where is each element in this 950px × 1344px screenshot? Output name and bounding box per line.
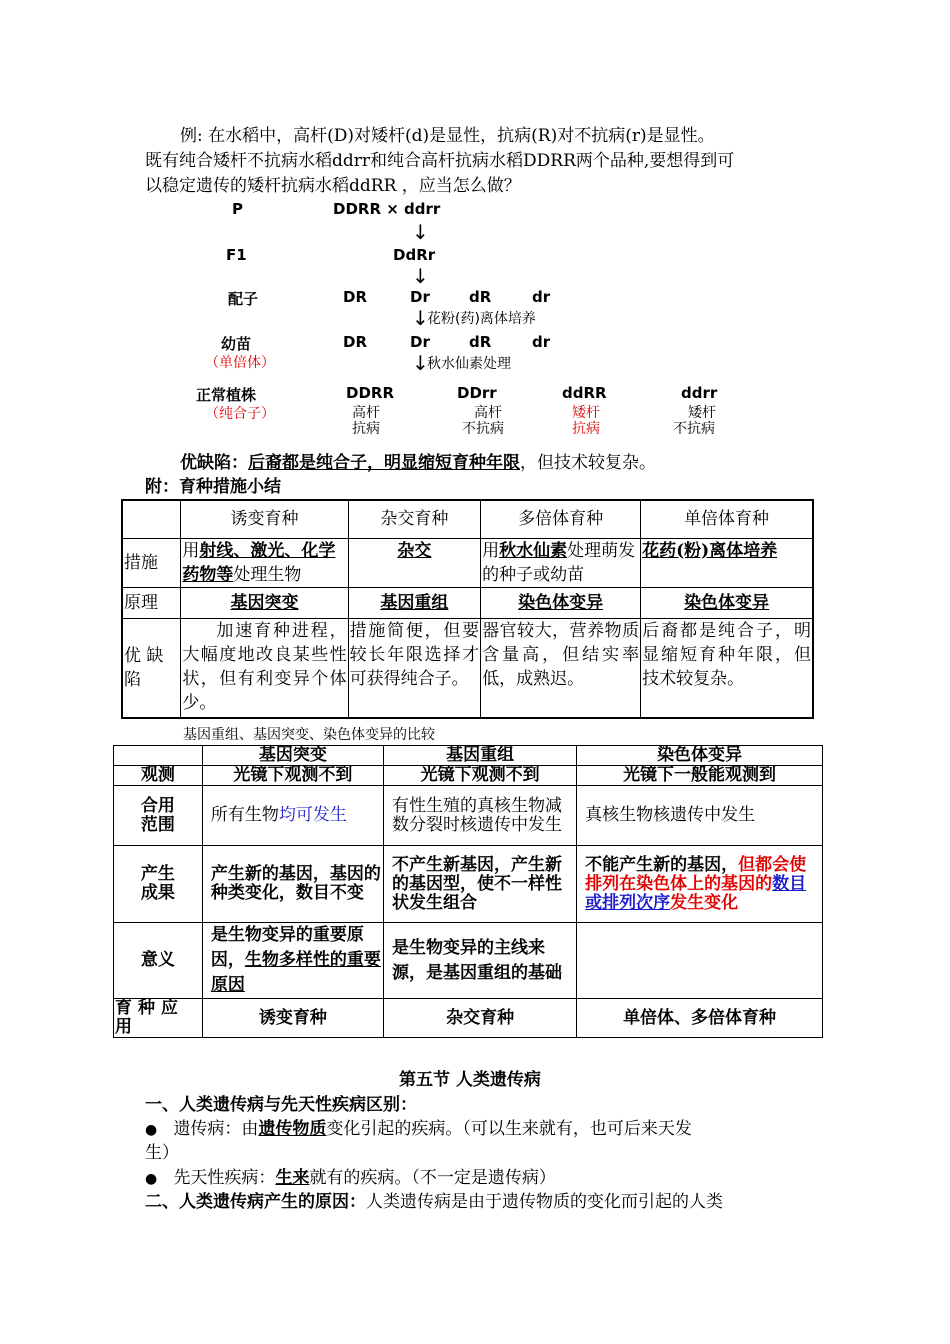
variation-comparison-table [113, 745, 823, 1038]
heading-text: 二、人类遗传病产生的原因： [145, 1192, 366, 1212]
plant-genotype: ddRR [562, 384, 607, 402]
table-cell: 光镜下观测不到 [202, 766, 383, 786]
cell-text-bold: 基因重组 [380, 592, 449, 613]
example-line-2: 既有纯合矮杆不抗病水稻ddrr和纯合高杆抗病水稻DDRR两个品种,要想得到可 [145, 151, 735, 171]
bullet-line-2 [145, 1166, 556, 1191]
table-cell: 光镜下一般能观测到 [577, 766, 823, 786]
cell-text-underline: 生物多样性的重要原因 [210, 950, 381, 995]
gamete: dR [469, 288, 492, 306]
plant-trait: 抗病 [572, 421, 600, 437]
table-cell: 有性生殖的真核生物减数分裂时核遗传中发生 [384, 786, 577, 846]
table-cell: 加速育种进程，大幅度地改良某些性状，但有利变异个体少。 [181, 618, 348, 718]
gamete: dr [532, 288, 551, 306]
cell-text: 处理萌发的种子或幼苗 [482, 540, 636, 585]
table-cell [481, 587, 641, 618]
table-cell [202, 786, 383, 846]
cell-text-red: 但都会使排列在染色体上的基因的 [585, 854, 807, 894]
plant-trait: 高杆 [352, 405, 380, 421]
table-header-cell [122, 500, 181, 538]
table-cell [577, 923, 823, 999]
appendix-title: 附：育种措施小结 [145, 477, 281, 497]
table-row [114, 846, 823, 923]
plant-trait: 不抗病 [462, 421, 504, 437]
table-header-cell: 基因突变 [202, 746, 383, 766]
table-cell [181, 538, 348, 587]
table-cell: 光镜下观测不到 [384, 766, 577, 786]
table-cell [641, 538, 813, 587]
table-cell [641, 587, 813, 618]
table-cell [348, 538, 480, 587]
f1-label: F1 [226, 246, 247, 264]
step-colchicine: 秋水仙素处理 [427, 356, 511, 372]
cell-text: 所有生物 [210, 805, 279, 825]
table-header-cell: 单倍体育种 [641, 500, 813, 538]
seedling: dR [469, 333, 492, 351]
table-row [114, 786, 823, 846]
pros-highlight: 后裔都是纯合子，明显缩短育种年限 [248, 453, 520, 473]
pros-rest: ，但技术较复杂。 [520, 453, 656, 473]
table-cell: 措施简便，但要较长年限选择才可获得纯合子。 [348, 618, 480, 718]
cell-text-blue: 均可发生 [278, 805, 347, 825]
table-cell: 是生物变异的主线来源，是基因重组的基础 [384, 923, 577, 999]
cell-text-red: 发生变化 [670, 892, 739, 913]
section-heading-2 [145, 1190, 723, 1214]
table-cell: 真核生物核遗传中发生 [577, 786, 823, 846]
table-header-cell: 诱变育种 [181, 500, 348, 538]
plant-trait: 高杆 [474, 405, 502, 421]
bullet-text: 变化引起的疾病。（可以生来就有，也可后来天发 [326, 1119, 692, 1139]
table-row [114, 766, 823, 786]
table-cell: 器官较大，营养物质含量高，但结实率低，成熟迟。 [481, 618, 641, 718]
table-cell: 杂交育种 [384, 999, 577, 1038]
plant-genotype: DDrr [457, 384, 497, 402]
table-header-cell: 杂交育种 [348, 500, 480, 538]
table-header-cell: 染色体变异 [577, 746, 823, 766]
cell-text: 是生物变异的重要原因， [210, 925, 364, 970]
heading-rest: 人类遗传病是由于遗传物质的变化而引起的人类 [366, 1192, 723, 1212]
cell-text-bold: 染色体变异 [518, 592, 604, 613]
seedling: DR [343, 333, 368, 351]
arrow-down-icon: ↓ [412, 264, 429, 288]
row-label: 观测 [114, 766, 203, 786]
bullet-icon: ● [145, 1122, 158, 1138]
bullet-text-emphasis: 生来 [275, 1168, 310, 1188]
row-label: 合用范围 [114, 786, 203, 846]
cell-text-bold: 射线、激光、化学药物等 [182, 540, 336, 585]
table-header-row [122, 500, 813, 538]
table-cell: 后裔都是纯合子，明显缩短育种年限，但技术较复杂。 [641, 618, 813, 718]
arrow-down-icon: ↓ [412, 306, 429, 330]
arrow-down-icon: ↓ [412, 220, 429, 244]
cell-text-bold: 秋水仙素 [499, 540, 568, 561]
cell-text-bold: 基因突变 [230, 592, 299, 613]
plant-label: 正常植株 [196, 386, 257, 404]
seedling: dr [532, 333, 551, 351]
plant-trait: 矮杆 [688, 405, 716, 421]
bullet-icon: ● [145, 1171, 158, 1187]
gamete: Dr [410, 288, 430, 306]
bullet-text-emphasis: 遗传物质 [258, 1119, 327, 1139]
arrow-down-icon: ↓ [412, 351, 429, 375]
table-header-cell: 基因重组 [384, 746, 577, 766]
row-label: 育种应用 [114, 999, 203, 1038]
table-cell [181, 587, 348, 618]
row-label: 原理 [122, 587, 181, 618]
plant-trait: 矮杆 [572, 405, 600, 421]
cell-text: 不能产生新的基因， [585, 854, 739, 875]
p-label: P [232, 200, 243, 218]
plant-genotype: DDRR [346, 384, 395, 402]
pros-line [180, 451, 656, 475]
gamete: DR [343, 288, 368, 306]
table-row [122, 618, 813, 718]
table-row [114, 999, 823, 1038]
example-line-3: 以稳定遗传的矮杆抗病水稻ddRR ，应当怎么做？ [145, 176, 521, 196]
cell-text: 用 [182, 540, 200, 561]
seedling-label: 幼苗 [221, 335, 252, 353]
cell-text: 处理生物 [233, 564, 302, 585]
cell-text-bold: 染色体变异 [684, 592, 770, 613]
plant-genotype: ddrr [681, 384, 718, 402]
row-label: 产生成果 [114, 846, 203, 923]
seedling: Dr [410, 333, 430, 351]
table-row [122, 587, 813, 618]
table-row [114, 923, 823, 999]
section-heading-1: 一、人类遗传病与先天性疾病区别： [145, 1095, 417, 1115]
table2-caption: 基因重组、基因突变、染色体变异的比较 [183, 727, 435, 743]
row-label: 意义 [114, 923, 203, 999]
bullet-text: 就有的疾病。（不一定是遗传病） [309, 1168, 556, 1188]
table-cell: 不产生新基因，产生新的基因型，使不一样性状发生组合 [384, 846, 577, 923]
plant-note: （纯合子） [205, 406, 275, 422]
table-header-row [114, 746, 823, 766]
pros-label: 优缺陷： [180, 453, 248, 473]
p-cross: DDRR × ddrr [333, 200, 441, 218]
table-row [122, 538, 813, 587]
plant-trait: 不抗病 [673, 421, 715, 437]
section-title: 第五节 人类遗传病 [399, 1070, 541, 1090]
table-cell [481, 538, 641, 587]
table-cell [577, 846, 823, 923]
row-label: 措施 [122, 538, 181, 587]
row-label: 优 缺陷 [122, 618, 181, 718]
step-pollen-culture: 花粉(药)离体培养 [427, 311, 536, 327]
bullet-line-1-cont: 生） [145, 1143, 179, 1163]
f1-value: DdRr [393, 246, 436, 264]
bullet-text: 先天性疾病： [173, 1168, 276, 1188]
table-header-cell: 多倍体育种 [481, 500, 641, 538]
table-cell: 单倍体、多倍体育种 [577, 999, 823, 1038]
gamete-label: 配子 [228, 290, 259, 308]
cell-text-blue: 数目或排列次序 [585, 873, 807, 913]
table-cell [202, 923, 383, 999]
example-line-1: 例: 在水稻中，高杆(D)对矮杆(d)是显性，抗病(R)对不抗病(r)是显性。 [180, 126, 715, 146]
cell-text-bold: 杂交 [397, 540, 432, 561]
seedling-note: （单倍体） [205, 355, 275, 371]
table-cell [348, 587, 480, 618]
plant-trait: 抗病 [352, 421, 380, 437]
breeding-summary-table [121, 499, 814, 719]
bullet-line-1 [145, 1117, 692, 1142]
cell-text: 用 [482, 540, 500, 561]
table-cell: 产生新的基因，基因的种类变化，数目不变 [202, 846, 383, 923]
cell-text-bold: 花药(粉)离体培养 [642, 540, 778, 561]
table-cell: 诱变育种 [202, 999, 383, 1038]
table-header-cell [114, 746, 203, 766]
bullet-text: 遗传病：由 [173, 1119, 259, 1139]
